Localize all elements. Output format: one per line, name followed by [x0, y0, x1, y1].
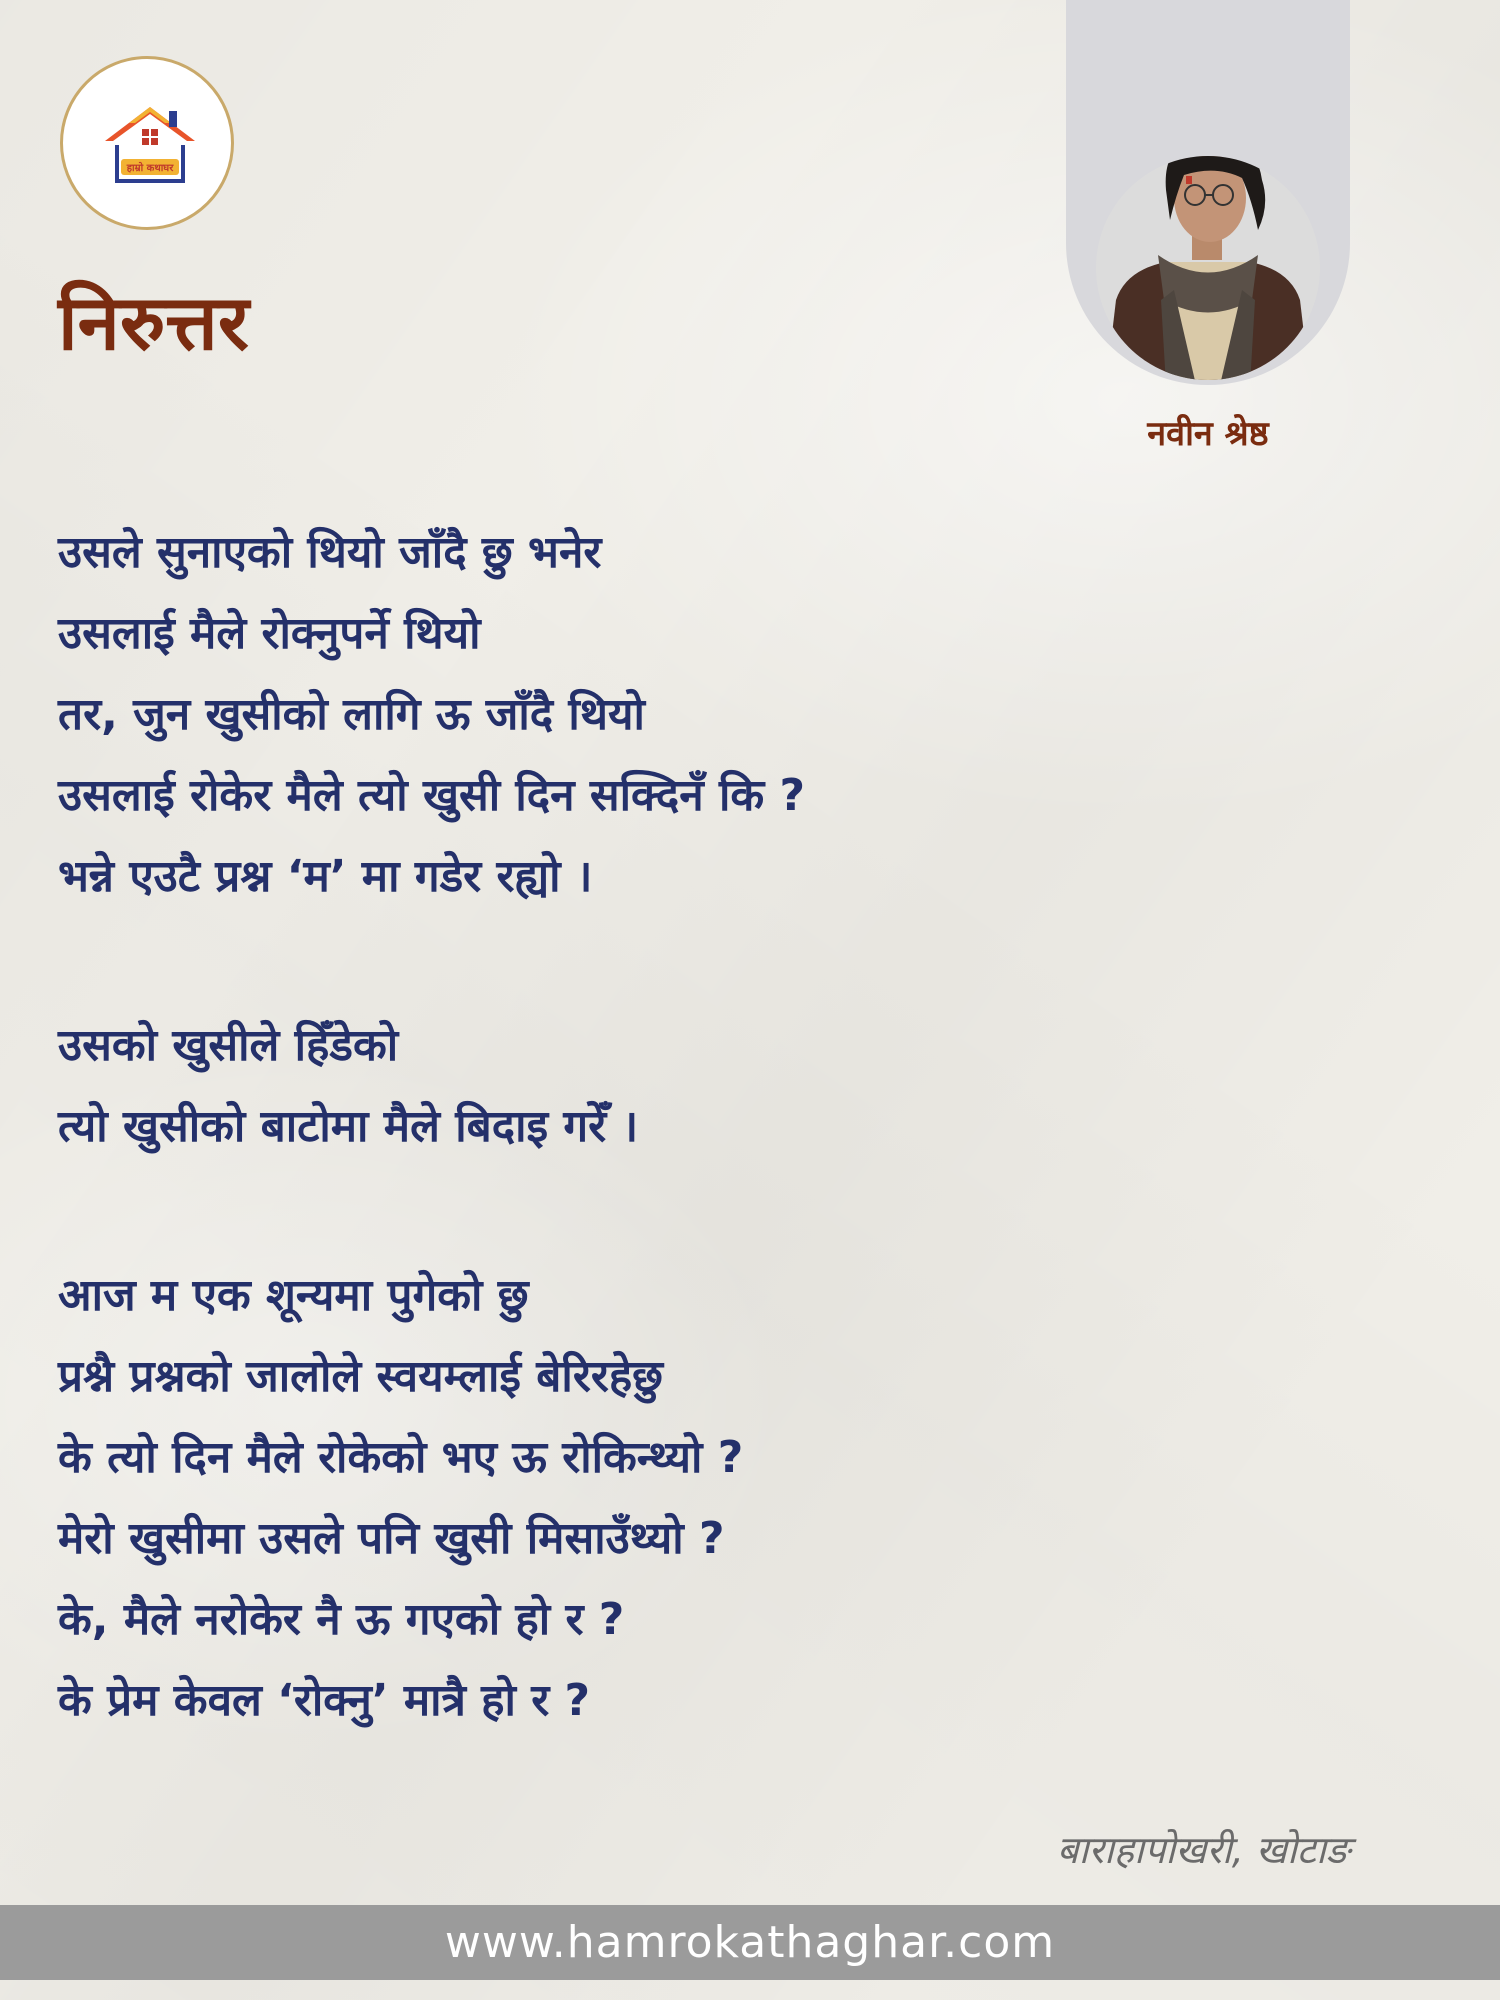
poem-line: के, मैले नरोकेर नै ऊ गएको हो र ?: [58, 1594, 625, 1645]
poem-line: मेरो खुसीमा उसले पनि खुसी मिसाउँथ्यो ?: [58, 1513, 725, 1564]
poem-line: तर, जुन खुसीको लागि ऊ जाँदै थियो: [58, 689, 645, 740]
poem-line: प्रश्नै प्रश्नको जालोले स्वयम्लाई बेरिरहेछु: [58, 1351, 664, 1402]
site-logo[interactable]: [60, 56, 234, 230]
footer-bar: [0, 1905, 1500, 1980]
poem-body: [58, 512, 1058, 1741]
author-photo: [1066, 0, 1350, 385]
poem-line: के त्यो दिन मैले रोकेको भए ऊ रोकिन्थ्यो ?: [58, 1432, 744, 1483]
poem-line: आज म एक शून्यमा पुगेको छु: [58, 1270, 529, 1321]
author-photo-panel: [1066, 0, 1350, 385]
stanza-3: [58, 1255, 1058, 1741]
poem-line: भन्ने एउटै प्रश्न ‘म’ मा गडेर रह्यो ।: [58, 851, 593, 902]
website-link[interactable]: www.hamrokathaghar.com: [444, 1917, 1056, 1968]
stanza-1: [58, 512, 1058, 917]
poem-line: उसको खुसीले हिँडेको: [58, 1020, 399, 1071]
author-location: बाराहापोखरी, खोटाङ: [1056, 1828, 1350, 1872]
poem-line: उसलाई रोकेर मैले त्यो खुसी दिन सक्दिनँ कि ?: [58, 770, 806, 821]
poem-title: निरुत्तर: [58, 278, 249, 367]
poem-line: के प्रेम केवल ‘रोक्नु’ मात्रै हो र ?: [58, 1675, 591, 1726]
logo-text: हाम्रो कथाघर: [126, 163, 174, 174]
stanza-2: [58, 1005, 1058, 1167]
poem-line: उसलाई मैले रोक्नुपर्ने थियो: [58, 608, 481, 659]
house-logo-icon: [99, 101, 201, 189]
poem-line: त्यो खुसीको बाटोमा मैले बिदाइ गरेँ ।: [58, 1101, 639, 1152]
author-name: नवीन श्रेष्ठ: [1147, 414, 1269, 454]
poem-line: उसले सुनाएको थियो जाँदै छु भनेर: [58, 527, 602, 578]
